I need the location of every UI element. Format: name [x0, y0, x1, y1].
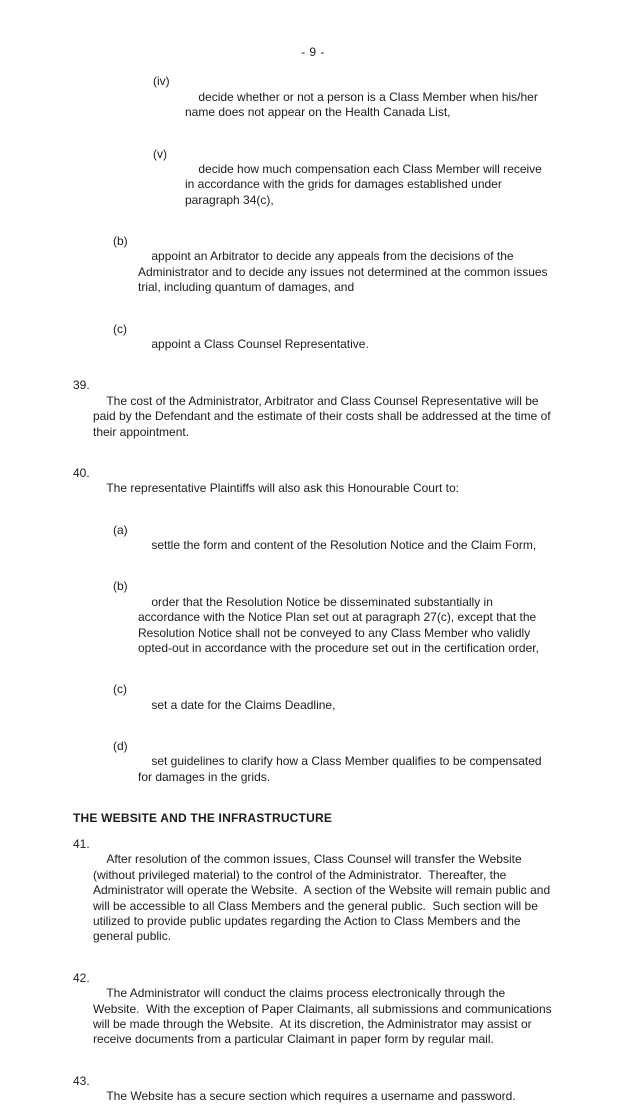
- paragraph-number: 41.: [73, 836, 90, 851]
- paragraph-text: The cost of the Administrator, Arbitrator and Class Counsel Representative will be paid by the Defendant and the estimate of their costs shall be addressed at the time of their appointment.: [93, 393, 554, 439]
- list-item-text: appoint a Class Counsel Representative.: [151, 337, 369, 351]
- paragraph-43: [73, 1074, 553, 1120]
- list-item-c-claims-deadline: [113, 682, 553, 728]
- list-marker: (a): [113, 522, 128, 537]
- list-item-text: appoint an Arbitrator to decide any appeals from the decisions of the Administrator and to decide any issues not determined at the common issues trial, including quantum of damages, and: [138, 249, 551, 295]
- list-item-text: decide how much compensation each Class Member will receive in accordance with the grids for damages established under paragraph 34(c),: [185, 161, 546, 207]
- list-marker: (c): [113, 682, 127, 697]
- list-marker: (b): [113, 579, 128, 594]
- paragraph-number: 40.: [73, 465, 90, 480]
- list-marker: (c): [113, 321, 127, 336]
- paragraph-number: 43.: [73, 1073, 90, 1088]
- list-item-a-settle-form: [113, 523, 553, 569]
- paragraph-41: [73, 837, 553, 960]
- list-item-text: set guidelines to clarify how a Class Member qualifies to be compensated for damages in the grids.: [138, 754, 545, 784]
- list-item-b-appoint-arbitrator: [113, 234, 553, 311]
- list-marker: (iv): [153, 74, 170, 89]
- list-item-text: order that the Resolution Notice be disseminated substantially in accordance with the Notice Plan set out at paragraph 27(c), except that the Resolution Notice shall not be conveyed to any Class Member who validly opted-out in accordance with the procedure set out in the certification order,: [138, 594, 540, 655]
- paragraph-39: [73, 378, 553, 455]
- list-item-text: decide whether or not a person is a Class Member when his/her name does not appear on the Health Canada List,: [185, 89, 542, 120]
- list-item-iv: [153, 74, 553, 136]
- paragraph-text: The Website has a secure section which requires a username and password.: [106, 1089, 516, 1104]
- list-item-v: [153, 147, 553, 224]
- list-marker: (d): [113, 738, 128, 753]
- section-heading-website-infrastructure: THE WEBSITE AND THE INFRASTRUCTURE: [73, 811, 333, 826]
- paragraph-text: The Administrator will conduct the claims process electronically through the Website. With the exception of Paper Claimants, all submissions and communications will be made through the Website. At its discretion, the Administrator may assist or receive documents from a particular Claimant in paper form by regular mail.: [93, 986, 555, 1047]
- list-marker: (v): [153, 146, 167, 161]
- list-item-d-set-guidelines: [113, 739, 553, 801]
- paragraph-40: [73, 466, 553, 512]
- paragraph-42: [73, 971, 553, 1063]
- list-item-c-appoint-representative: [113, 322, 553, 368]
- page-number: - 9 -: [301, 45, 325, 59]
- list-marker: (b): [113, 234, 128, 249]
- paragraph-text: After resolution of the common issues, Class Counsel will transfer the Website (without privileged material) to the control of the Administrator. Thereafter, the Administrator will operate the Website. A section of the Website will remain public and will be accessible to all Class Members and the general public. Such section will be utilized to provide public updates regarding the Action to Class Members and the general public.: [93, 852, 554, 944]
- list-item-text: set a date for the Claims Deadline,: [151, 697, 336, 712]
- list-item-text: settle the form and content of the Resolution Notice and the Claim Form,: [151, 537, 537, 552]
- paragraph-text: The representative Plaintiffs will also ask this Honourable Court to:: [106, 481, 459, 496]
- list-item-b-order-notice: [113, 579, 553, 671]
- paragraph-number: 42.: [73, 970, 90, 985]
- paragraph-number: 39.: [73, 378, 90, 393]
